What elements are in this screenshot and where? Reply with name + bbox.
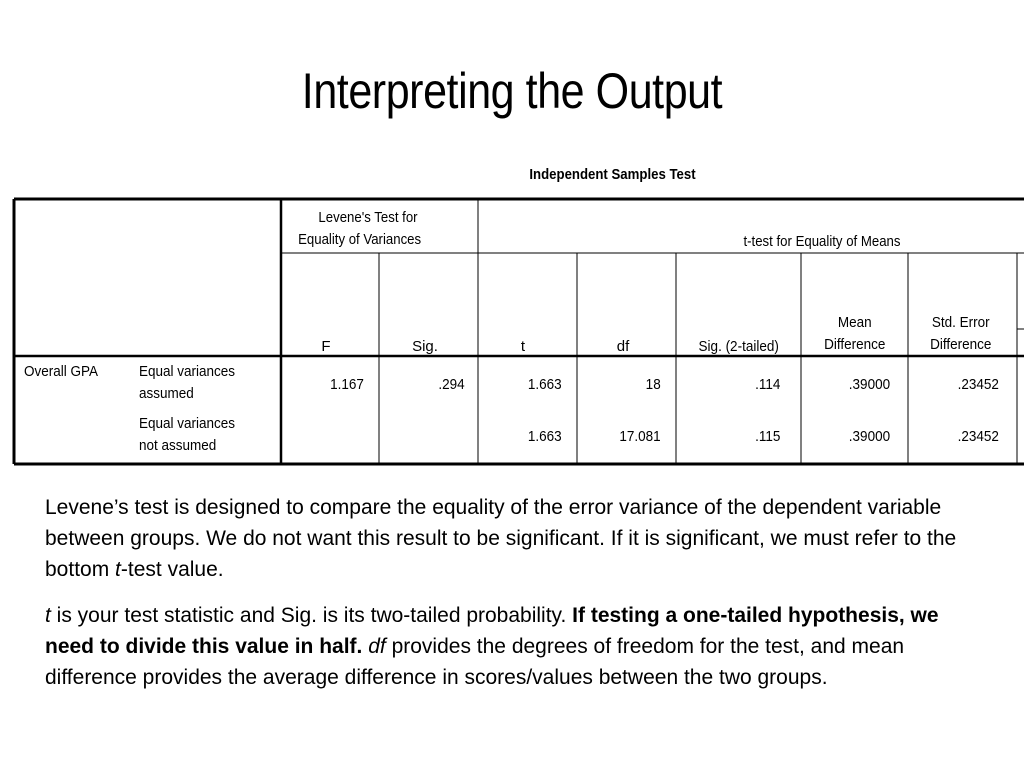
p2-t-italic: t (45, 604, 51, 627)
row-1-f: 1.167 (330, 376, 364, 393)
col-header-sig-2-tailed: Sig. (2-tailed) (698, 338, 779, 355)
row-1-std-error-difference: .23452 (957, 376, 999, 393)
col-header-f: F (321, 338, 331, 355)
row-2-std-error-difference: .23452 (957, 428, 999, 445)
p1-text-1: Levene’s test is designed to compare the equality of the error variance of the dependent variable between groups. We do not want this result to be significant. If it is significant, we must refer to the bottom (45, 496, 957, 581)
row-2-label-line-1: Equal variances (139, 415, 236, 432)
ttest-header: t-test for Equality of Means (743, 233, 901, 250)
row-1-label-line-1: Equal variances (139, 363, 236, 380)
levene-header-line-2: Equality of Variances (298, 231, 422, 248)
slide-title: Interpreting the Output (301, 63, 723, 119)
row-1-label-line-2: assumed (139, 385, 194, 402)
row-2-label-line-2: not assumed (139, 437, 217, 454)
p2-text-1: is your test statistic and Sig. is its two-tailed probability. (50, 604, 573, 627)
explanation-paragraph-2 (45, 600, 990, 693)
se-diff-line-1: Std. Error (931, 314, 990, 331)
se-diff-line-2: Difference (930, 336, 992, 353)
col-header-df: df (616, 338, 630, 355)
levene-header (282, 207, 422, 251)
levene-header-line-1: Levene's Test for (318, 209, 418, 226)
row-1-df: 18 (645, 376, 661, 393)
row-2-t: 1.663 (527, 428, 562, 445)
row-2-mean-difference: .39000 (848, 428, 891, 445)
mean-diff-line-1: Mean (837, 314, 872, 331)
row-group-label: Overall GPA (24, 363, 99, 380)
row-1-t: 1.663 (527, 376, 562, 393)
p1-t-italic: t (115, 558, 121, 581)
row-1-mean-difference: .39000 (848, 376, 891, 393)
row-1-sig-2-tailed: .114 (755, 376, 781, 393)
p2-bold-note: If testing a one-tailed hypothesis, we need to divide this value in half. (45, 604, 939, 658)
col-header-mean-difference (808, 312, 902, 356)
explanation-paragraph-1 (45, 492, 990, 585)
row-2-df: 17.081 (619, 428, 661, 445)
p2-text-2: provides the degrees of freedom for the test, and mean difference provides the average difference in scores/values between the two groups. (45, 635, 905, 689)
row-1-sig: .294 (438, 376, 465, 393)
p2-df-italic: df (368, 635, 386, 658)
mean-diff-line-2: Difference (824, 336, 886, 353)
row-label-equal-assumed (139, 361, 265, 405)
table-caption: Independent Samples Test (529, 166, 696, 183)
col-header-t: t (520, 338, 526, 355)
row-2-sig-2-tailed: .115 (755, 428, 781, 445)
row-label-equal-not-assumed (139, 413, 265, 457)
col-header-sig: Sig. (412, 338, 438, 355)
p1-text-2: -test value. (120, 558, 224, 581)
col-header-std-error-difference (914, 312, 1008, 356)
